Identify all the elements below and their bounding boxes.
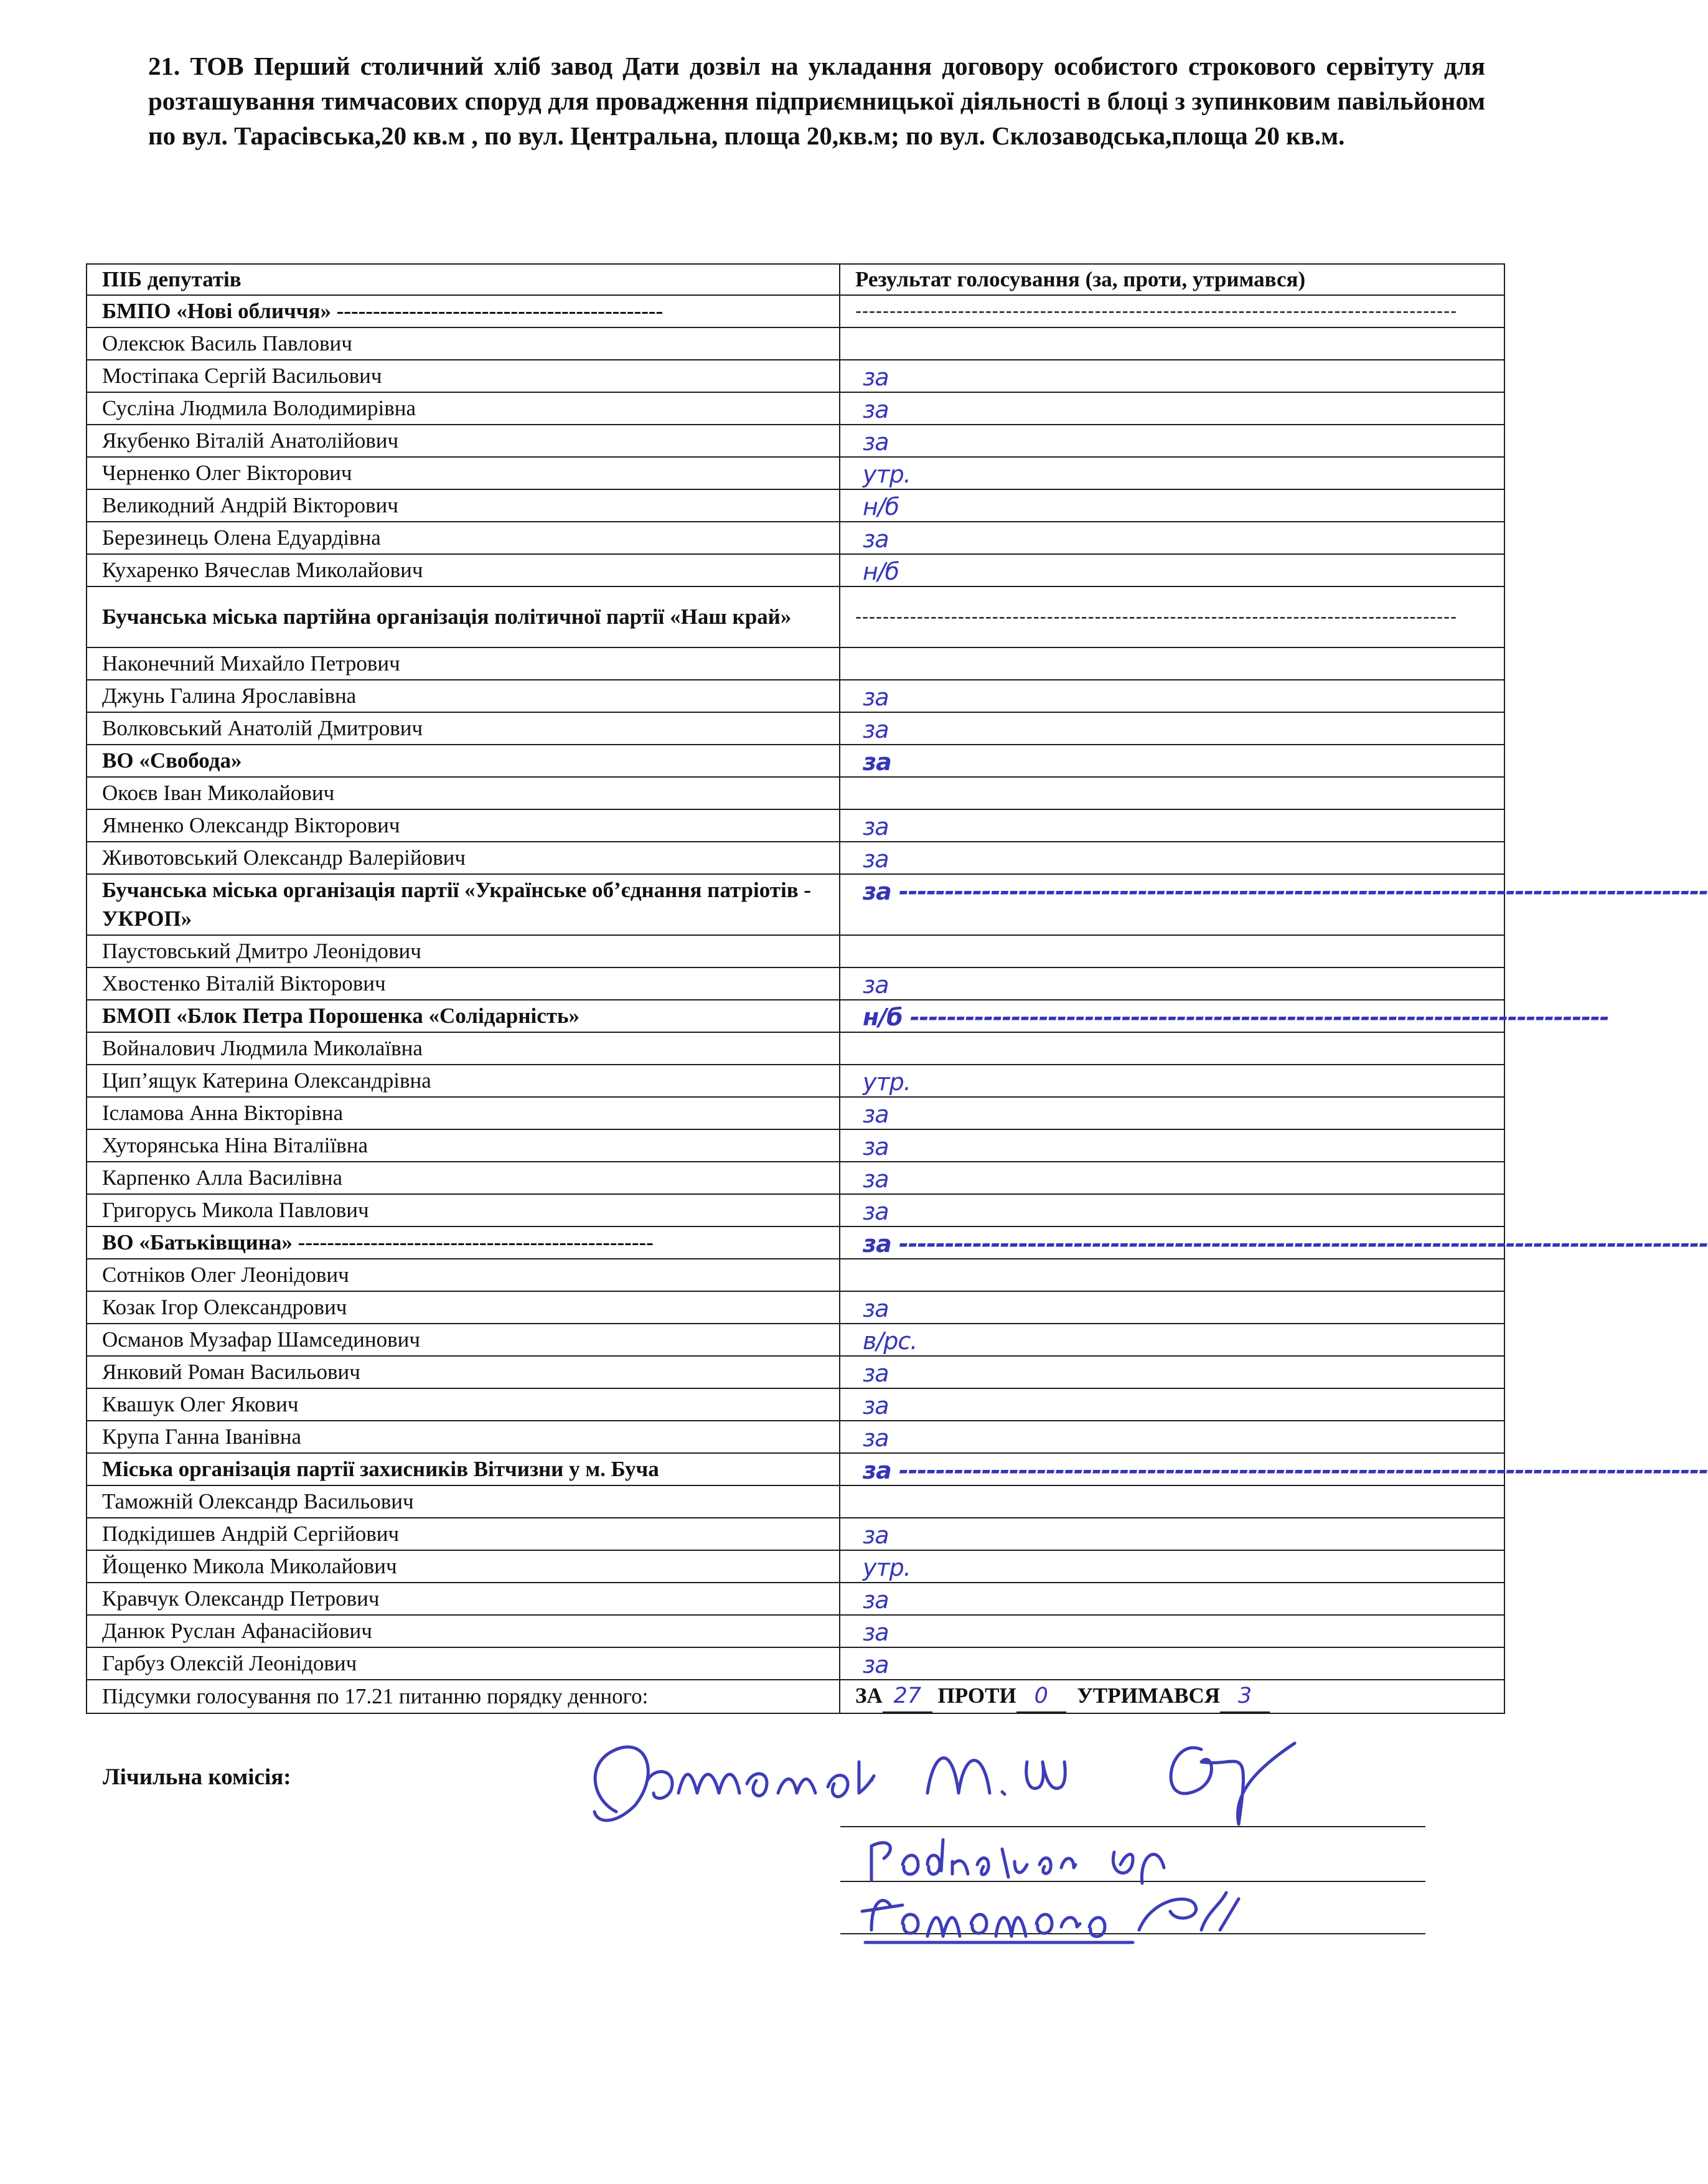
deputy-name: Окоєв Іван Миколайович [87, 777, 840, 809]
vote-result-cell [840, 842, 1504, 874]
handwritten-vote: за [863, 1586, 889, 1614]
za-label: ЗА [855, 1683, 883, 1708]
vote-result-cell [840, 1550, 1504, 1583]
deputy-name: Черненко Олег Вікторович [87, 457, 840, 489]
vote-result-cell [840, 327, 1504, 360]
deputy-name: Цип’ящук Катерина Олександрівна [87, 1065, 840, 1097]
vote-result-cell [840, 680, 1504, 712]
party-name: ВО «Свобода» [87, 745, 840, 777]
vote-result-cell [840, 874, 1708, 935]
handwritten-vote: за [863, 1133, 889, 1160]
deputy-row [87, 1647, 1504, 1680]
handwritten-vote: за [863, 1522, 889, 1549]
party-row [87, 874, 1504, 935]
deputy-row [87, 1421, 1504, 1453]
deputy-row [87, 522, 1504, 554]
deputy-row [87, 1485, 1504, 1518]
deputy-row [87, 1518, 1504, 1550]
handwritten-vote: за [863, 971, 889, 999]
deputy-row [87, 1615, 1504, 1647]
handwritten-vote: за ---------------------------------------------------------------------------------------- [863, 1457, 1708, 1484]
vote-result-cell [840, 1518, 1504, 1550]
deputy-row [87, 1356, 1504, 1388]
deputy-name: Войналович Людмила Миколаївна [87, 1032, 840, 1065]
deputy-row [87, 392, 1504, 425]
table-header-row [87, 264, 1504, 295]
deputy-row [87, 1388, 1504, 1421]
deputy-row [87, 712, 1504, 745]
party-name: Бучанська міська партійна організація політичної партії «Наш край» [87, 586, 840, 647]
deputy-name: Григорусь Микола Павлович [87, 1194, 840, 1226]
deputy-row [87, 360, 1504, 392]
deputy-name: Олексюк Василь Павлович [87, 327, 840, 360]
signature-paraph-3 [1139, 1893, 1239, 1930]
deputy-name: Подкідишев Андрій Сергійович [87, 1518, 840, 1550]
handwritten-vote: за [863, 716, 889, 743]
deputy-name: Кравчук Олександр Петрович [87, 1583, 840, 1615]
deputy-name: Йощенко Микола Миколайович [87, 1550, 840, 1583]
vote-result-cell [840, 809, 1504, 842]
voting-table [86, 263, 1708, 1714]
deputy-name: Османов Музафар Шамсединович [87, 1324, 840, 1356]
vote-result-cell [840, 1647, 1504, 1680]
deputy-name: Гарбуз Олексій Леонідович [87, 1647, 840, 1680]
deputy-name: Хуторянська Ніна Віталіївна [87, 1129, 840, 1162]
vote-result-cell [840, 457, 1504, 489]
party-name: ВО «Батьківщина» ------------------------------------------------- [87, 1226, 840, 1259]
handwritten-vote: за [863, 428, 889, 456]
handwritten-vote: за [863, 1165, 889, 1193]
deputy-name: Мостіпака Сергій Васильович [87, 360, 840, 392]
deputy-name: Крупа Ганна Іванівна [87, 1421, 840, 1453]
deputy-row [87, 1324, 1504, 1356]
vote-result-cell [840, 1226, 1708, 1259]
deputy-name: Данюк Руслан Афанасійович [87, 1615, 840, 1647]
handwritten-vote: за ---------------------------------------------------------------------------------------- [863, 878, 1708, 905]
signature-podkidyshev [871, 1840, 1164, 1883]
proty-value: 0 [1016, 1680, 1066, 1713]
deputy-name: Великодний Андрій Вікторович [87, 489, 840, 522]
party-row [87, 1453, 1504, 1485]
deputy-name: Квашук Олег Якович [87, 1388, 840, 1421]
deputy-name: Таможній Олександр Васильович [87, 1485, 840, 1518]
deputy-row [87, 327, 1504, 360]
deputy-name: Джунь Галина Ярославівна [87, 680, 840, 712]
vote-result-cell [840, 647, 1504, 680]
vote-result-cell [840, 745, 1504, 777]
handwritten-vote: за [863, 1101, 889, 1128]
deputy-row [87, 1194, 1504, 1226]
deputy-name: Якубенко Віталій Анатолійович [87, 425, 840, 457]
za-value: 27 [883, 1680, 932, 1713]
vote-result-cell [840, 1097, 1504, 1129]
handwritten-vote: за [863, 364, 889, 391]
deputy-row [87, 777, 1504, 809]
deputy-row [87, 1583, 1504, 1615]
vote-result-cell [840, 1259, 1504, 1291]
vote-result-cell [840, 1388, 1504, 1421]
vote-result-cell [840, 935, 1504, 967]
handwritten-vote: за ---------------------------------------------------------------------------------------- [863, 1230, 1708, 1258]
vote-result-cell [840, 1485, 1504, 1518]
vote-result-cell [840, 1162, 1504, 1194]
deputy-row [87, 1065, 1504, 1097]
handwritten-vote: за [863, 396, 889, 423]
vote-result-cell [840, 586, 1504, 647]
voting-table-body [87, 264, 1708, 1713]
vote-result-cell [840, 1583, 1504, 1615]
utr-label: УТРИМАВСЯ [1077, 1683, 1221, 1708]
party-row [87, 295, 1504, 327]
handwritten-vote: н/б [863, 493, 899, 520]
handwritten-vote: за [863, 748, 891, 776]
handwritten-vote: за [863, 1392, 889, 1419]
handwritten-signatures [579, 1725, 1425, 1949]
deputy-row [87, 1550, 1504, 1583]
handwritten-vote: утр. [863, 461, 911, 488]
agenda-item-heading: 21. ТОВ Перший столичний хліб завод Дати дозвіл на укладання договору особистого строкового сервітуту для розташування тимчасових споруд для провадження підприємницької діяльності в блоці з зупинковим павільйоном по вул. Тарасівська,20 кв.м , по вул. Центральна, площа 20,кв.м; по вул. Склозаводська,площа 20 кв.м. [148, 52, 1485, 150]
signature-osmanov [594, 1747, 1065, 1820]
deputy-name: Карпенко Алла Василівна [87, 1162, 840, 1194]
deputy-name: Кухаренко Вячеслав Миколайович [87, 554, 840, 586]
party-row [87, 1226, 1504, 1259]
deputy-row [87, 967, 1504, 1000]
deputy-row [87, 1032, 1504, 1065]
vote-result-cell [840, 1032, 1504, 1065]
deputy-name: Сотніков Олег Леонідович [87, 1259, 840, 1291]
signature-paraph-1 [1171, 1743, 1295, 1824]
dash-filler: ---------------------------------------------------------------------------------------- [855, 606, 1458, 627]
handwritten-vote: за [863, 1651, 889, 1678]
vote-result-cell [840, 1615, 1504, 1647]
deputy-row [87, 842, 1504, 874]
utr-value: 3 [1220, 1680, 1270, 1713]
party-row [87, 1000, 1504, 1032]
vote-result-cell [840, 360, 1504, 392]
party-name: БМПО «Нові обличчя» --------------------------------------------- [87, 295, 840, 327]
deputy-row [87, 1291, 1504, 1324]
party-row [87, 745, 1504, 777]
handwritten-vote: за [863, 1424, 889, 1452]
deputy-row [87, 1259, 1504, 1291]
deputy-name: Хвостенко Віталій Вікторович [87, 967, 840, 1000]
vote-result-cell [840, 1421, 1504, 1453]
vote-result-cell [840, 489, 1504, 522]
column-header-result: Результат голосування (за, проти, утримався) [840, 264, 1504, 295]
vote-result-cell [840, 1129, 1504, 1162]
deputy-row [87, 489, 1504, 522]
handwritten-vote: утр. [863, 1068, 911, 1096]
deputy-row [87, 457, 1504, 489]
deputy-name: Животовський Олександр Валерійович [87, 842, 840, 874]
column-header-name: ПІБ депутатів [87, 264, 840, 295]
deputy-name: Сусліна Людмила Володимирівна [87, 392, 840, 425]
vote-result-cell [840, 777, 1504, 809]
deputy-row [87, 1129, 1504, 1162]
vote-result-cell [840, 1356, 1504, 1388]
handwritten-vote: в/рс. [863, 1327, 917, 1355]
vote-result-cell [840, 1324, 1504, 1356]
deputy-name: Березинець Олена Едуардівна [87, 522, 840, 554]
vote-result-cell [840, 1065, 1504, 1097]
party-name: БМОП «Блок Петра Порошенка «Солідарність» [87, 1000, 840, 1032]
vote-result-cell [840, 1453, 1708, 1485]
handwritten-vote: за [863, 1198, 889, 1225]
handwritten-vote: за [863, 813, 889, 840]
deputy-name: Волковський Анатолій Дмитрович [87, 712, 840, 745]
vote-result-cell [840, 295, 1504, 327]
vote-result-cell [840, 712, 1504, 745]
handwritten-vote: за [863, 525, 889, 553]
handwritten-vote: за [863, 1619, 889, 1646]
signature-islamova [862, 1901, 1133, 1942]
counting-commission-label: Лічильна комісія: [103, 1764, 291, 1790]
deputy-name: Наконечний Михайло Петрович [87, 647, 840, 680]
deputy-row [87, 554, 1504, 586]
vote-result-cell [840, 554, 1504, 586]
handwritten-vote: за [863, 845, 889, 873]
dash-filler: ---------------------------------------------------------------------------------------- [855, 301, 1458, 321]
handwritten-vote: н/б ---------------------------------------------------------------------------- [863, 1004, 1609, 1031]
totals-values [840, 1680, 1504, 1713]
deputy-row [87, 1097, 1504, 1129]
handwritten-vote: н/б [863, 558, 899, 585]
deputy-name: Ісламова Анна Вікторівна [87, 1097, 840, 1129]
vote-result-cell [840, 522, 1504, 554]
deputy-name: Янковий Роман Васильович [87, 1356, 840, 1388]
deputy-row [87, 935, 1504, 967]
deputy-row [87, 680, 1504, 712]
proty-label: ПРОТИ [937, 1683, 1016, 1708]
handwritten-vote: за [863, 684, 889, 711]
deputy-row [87, 647, 1504, 680]
deputy-row [87, 1162, 1504, 1194]
party-name: Бучанська міська організація партії «Українське об’єднання патріотів - УКРОП» [87, 874, 840, 935]
vote-result-cell [840, 1291, 1504, 1324]
vote-result-cell [840, 1000, 1609, 1032]
deputy-row [87, 809, 1504, 842]
vote-result-cell [840, 425, 1504, 457]
vote-result-cell [840, 1194, 1504, 1226]
deputy-name: Ямненко Олександр Вікторович [87, 809, 840, 842]
deputy-name: Паустовський Дмитро Леонідович [87, 935, 840, 967]
party-row [87, 586, 1504, 647]
handwritten-vote: за [863, 1360, 889, 1387]
totals-row [87, 1680, 1504, 1713]
deputy-row [87, 425, 1504, 457]
party-name: Міська організація партії захисників Вітчизни у м. Буча [87, 1453, 840, 1485]
handwritten-vote: за [863, 1295, 889, 1322]
handwritten-vote: утр. [863, 1554, 911, 1581]
totals-label: Підсумки голосування по 17.21 питанню порядку денного: [87, 1680, 840, 1713]
vote-result-cell [840, 392, 1504, 425]
vote-result-cell [840, 967, 1504, 1000]
deputy-name: Козак Ігор Олександрович [87, 1291, 840, 1324]
